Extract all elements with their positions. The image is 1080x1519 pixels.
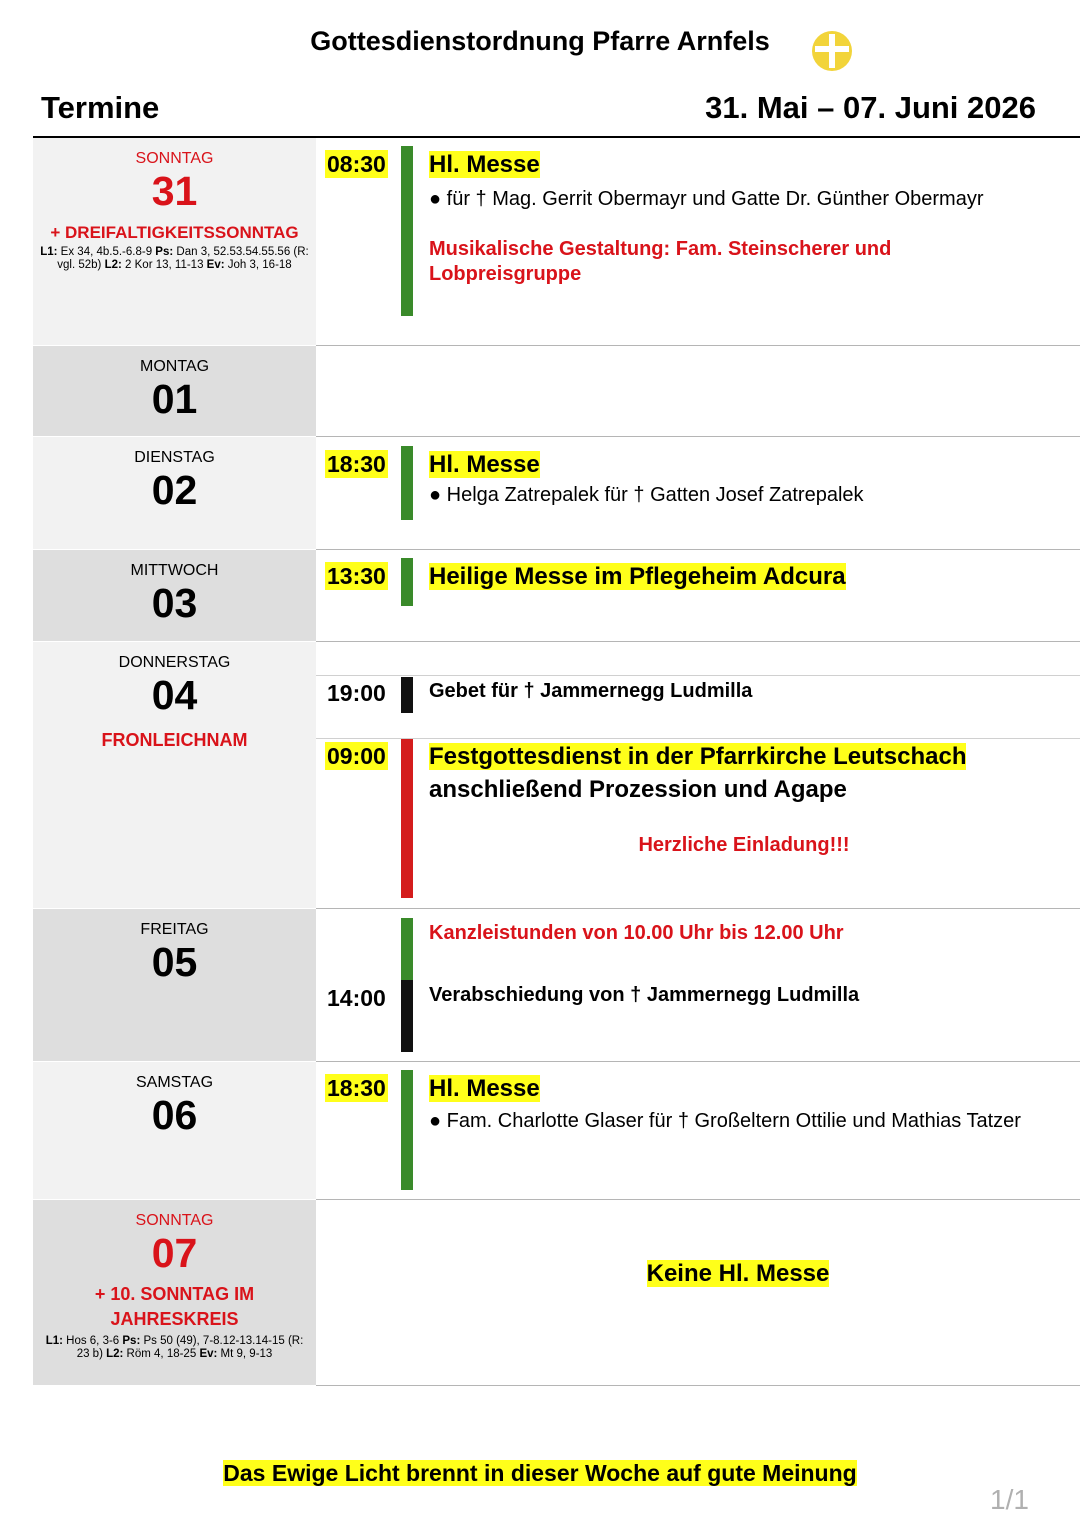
readings: L1: Ex 34, 4b.5.-6.8-9 Ps: Dan 3, 52.53.54.55.56 (R: vgl. 52b) L2: 2 Kor 13, 11-13 Ev: Joh 3, 16-18 (40, 246, 309, 271)
row-divider (316, 641, 1080, 642)
day-name: FREITAG (140, 921, 209, 938)
day-name: DIENSTAG (134, 449, 215, 466)
event-bar (401, 558, 413, 606)
day-number: 06 (151, 1092, 198, 1138)
day-cell-07 (33, 1200, 316, 1385)
event-subtitle: anschließend Prozession und Agape (429, 776, 847, 803)
event-bar (401, 739, 413, 898)
no-mass-note: Keine Hl. Messe (646, 1260, 830, 1287)
page-title: Gottesdienstordnung Pfarre Arnfels (310, 26, 770, 56)
day-name: SAMSTAG (135, 1074, 214, 1091)
event-title: Festgottesdienst in der Pfarrkirche Leutschach (429, 743, 967, 770)
row-divider (316, 1385, 1080, 1386)
event-bar (401, 677, 413, 713)
feast-name: FRONLEICHNAM (101, 730, 248, 750)
day-number: 07 (151, 1230, 198, 1276)
event-title: Heilige Messe im Pflegeheim Adcura (429, 563, 846, 590)
event-bar (401, 1070, 413, 1190)
day-name: MONTAG (139, 358, 210, 375)
section-label: Termine (41, 90, 160, 125)
day-number: 05 (151, 939, 198, 985)
event-title: Verabschiedung von † Jammernegg Ludmilla (429, 984, 860, 1006)
day-number: 01 (151, 376, 198, 422)
event-time: 13:30 (327, 563, 386, 589)
parish-logo-icon (811, 30, 853, 72)
day-cell-03 (33, 550, 316, 641)
day-number: 31 (151, 168, 198, 214)
event-31 (429, 150, 1069, 287)
event-title: Hl. Messe (429, 1075, 540, 1102)
feast-name: + DREIFALTIGKEITSSONNTAG (50, 223, 299, 242)
event-06 (429, 1074, 1029, 1134)
date-range: 31. Mai – 07. Juni 2026 (705, 90, 1036, 125)
row-divider (316, 1199, 1080, 1200)
event-04 (429, 742, 1069, 804)
event-title: Hl. Messe (429, 151, 540, 178)
row-divider (316, 549, 1080, 550)
event-intention: ● Helga Zatrepalek für † Gatten Josef Zatrepalek (429, 484, 864, 506)
event-time: 14:00 (327, 985, 386, 1011)
day-name: SONNTAG (135, 1212, 214, 1229)
row-divider (316, 908, 1080, 909)
day-cell-04 (33, 642, 316, 908)
page-number: 1/1 (990, 1484, 1029, 1515)
event-time: 18:30 (327, 451, 386, 477)
day-number: 02 (151, 467, 198, 513)
event-title: Gebet für † Jammernegg Ludmilla (429, 680, 753, 702)
day-cell-01 (33, 346, 316, 436)
day-number: 04 (151, 672, 198, 718)
event-intention: ● für † Mag. Gerrit Obermayr und Gatte Dr. Günther Obermayr (429, 188, 984, 210)
event-time: 19:00 (327, 680, 386, 706)
day-name: SONNTAG (135, 150, 214, 167)
row-divider (316, 738, 1080, 739)
event-time: 18:30 (327, 1075, 386, 1101)
day-name: MITTWOCH (130, 562, 219, 579)
feast-name: + 10. SONNTAG IM JAHRESKREIS (94, 1284, 255, 1329)
day-cell-05 (33, 909, 316, 1061)
row-divider (316, 345, 1080, 346)
footer-note: Das Ewige Licht brennt in dieser Woche auf gute Meinung (223, 1460, 857, 1486)
event-07 (400, 1259, 1076, 1288)
event-bar (401, 446, 413, 520)
event-bar (401, 146, 413, 316)
row-divider (316, 675, 1080, 676)
event-title: Hl. Messe (429, 451, 540, 478)
day-cell-31 (33, 138, 316, 345)
event-music: Musikalische Gestaltung: Fam. Steinscherer und Lobpreisgruppe (429, 238, 892, 285)
office-hours: Kanzleistunden von 10.00 Uhr bis 12.00 Uhr (429, 922, 844, 944)
event-time: 09:00 (327, 743, 386, 769)
row-divider (316, 436, 1080, 437)
invitation-note: Herzliche Einladung!!! (638, 834, 850, 856)
event-intention: ● Fam. Charlotte Glaser für † Großeltern Ottilie und Mathias Tatzer (429, 1110, 1021, 1132)
event-03 (429, 562, 1069, 591)
row-divider (316, 1061, 1080, 1062)
readings: L1: Hos 6, 3-6 Ps: Ps 50 (49), 7-8.12-13.14-15 (R: 23 b) L2: Röm 4, 18-25 Ev: Mt 9, 9-13 (45, 1335, 304, 1360)
day-cell-06 (33, 1062, 316, 1199)
event-bar (401, 980, 413, 1052)
day-number: 03 (151, 580, 198, 626)
event-time: 08:30 (327, 151, 386, 177)
event-02 (429, 450, 1069, 508)
day-name: DONNERSTAG (118, 654, 231, 671)
event-bar (401, 918, 413, 980)
day-cell-02 (33, 437, 316, 549)
